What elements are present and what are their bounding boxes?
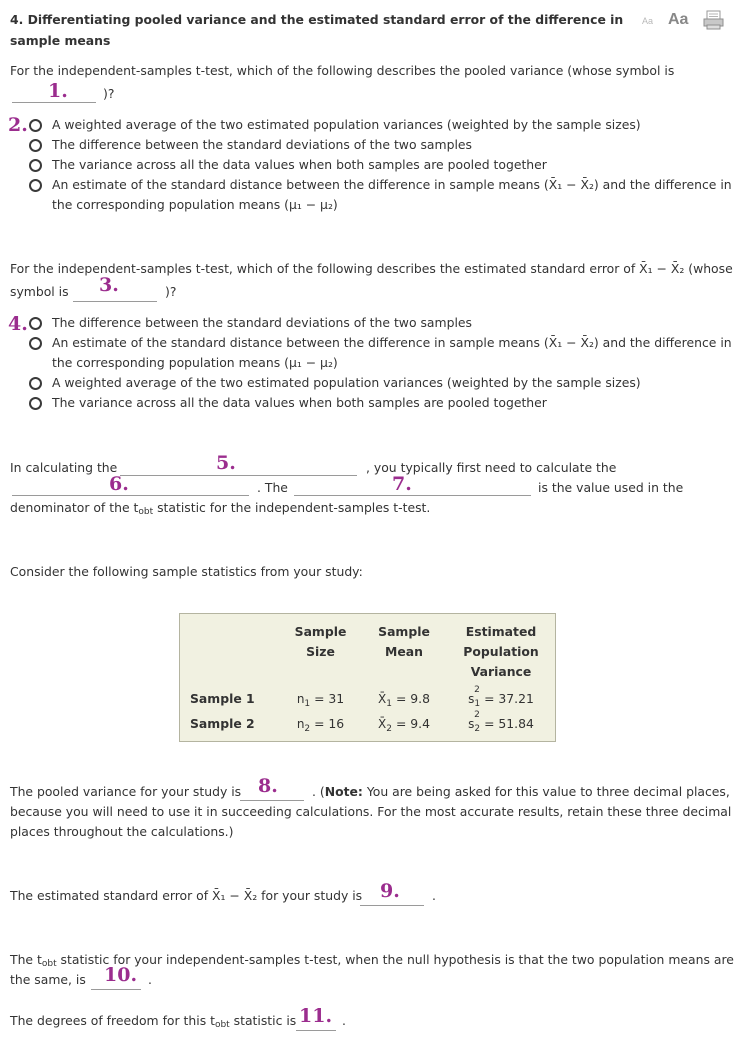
- pooled-text-2: . (Note: You are being asked for this value to three decimal places,: [312, 784, 730, 799]
- cell-n: $n_1 = 31$: [296, 691, 345, 709]
- option-label: The variance across all the data values when both samples are pooled together: [52, 395, 547, 410]
- options-number-2: 2.: [8, 114, 28, 136]
- option-label: An estimate of the standard distance between the difference in sample means (X̄₁ − X̄₂) and the difference in: [52, 335, 732, 350]
- question-2-stem: For the independent-samples t-test, which of the following describes the estimated standard error of X̄₁ − X̄₂ (whose: [10, 261, 733, 276]
- df-text: The degrees of freedom for this $t_{obt}$ statistic is: [10, 1013, 297, 1030]
- blank-number-9: 9.: [380, 880, 400, 902]
- cell-mean: $X̄_1 = 9.8$: [378, 691, 430, 709]
- pooled-text-line2: because you will need to use it in succeeding calculations. For the most accurate results, retain these three decimal: [10, 804, 732, 819]
- table-row: [180, 686, 556, 712]
- option-label-continued: the corresponding population means (μ₁ − μ₂): [52, 355, 338, 370]
- option-label: A weighted average of the two estimated population variances (weighted by the sample sizes): [52, 117, 641, 132]
- cell-n: $n_2 = 16$: [296, 715, 345, 734]
- answer-blank-8[interactable]: [240, 799, 304, 801]
- page-title-continued: sample means: [10, 33, 111, 48]
- table-row: [180, 712, 556, 742]
- header-sample-mean: Sample Mean: [378, 624, 430, 659]
- header-sample-size: Sample Size: [294, 624, 347, 659]
- pooled-text-line3: places throughout the calculations.): [10, 824, 234, 839]
- tobt-text-1: The $t_{obt}$ statistic for your independent-samples t-test, when the null hypothesis is that the two population means are: [10, 952, 734, 969]
- header-estimated-variance: Estimated Population Variance: [463, 624, 539, 679]
- blank-number-11: 11.: [299, 1005, 333, 1027]
- answer-blank-5[interactable]: [120, 474, 357, 476]
- se-text: The estimated standard error of X̄₁ − X̄₂ for your study is: [10, 888, 363, 903]
- radio-button[interactable]: [29, 337, 42, 350]
- answer-blank-3[interactable]: [73, 300, 157, 302]
- sample-statistics-table: [179, 613, 556, 742]
- print-icon[interactable]: [703, 10, 725, 30]
- q3-text-1: In calculating the: [10, 460, 118, 475]
- blank-number-10: 10.: [104, 964, 138, 986]
- option-label: An estimate of the standard distance between the difference in sample means (X̄₁ − X̄₂) and the difference in: [52, 177, 732, 192]
- row-label: Sample 2: [190, 715, 255, 731]
- answer-blank-11[interactable]: [296, 1029, 336, 1031]
- option-label-continued: the corresponding population means (μ₁ − μ₂): [52, 197, 338, 212]
- answer-blank-7[interactable]: [294, 494, 531, 496]
- consider-text: Consider the following sample statistics from your study:: [10, 564, 363, 579]
- tobt-text-2: the same, is: [10, 972, 86, 987]
- cell-mean: $X̄_2 = 9.4$: [378, 715, 430, 734]
- text-size-small-button[interactable]: Aa: [642, 16, 654, 26]
- df-text-end: .: [342, 1013, 346, 1028]
- radio-button[interactable]: [29, 397, 42, 410]
- question-2-stem-continued: symbol is: [10, 284, 69, 299]
- cell-variance: s 2 $_1$ = 37.21: [468, 685, 534, 709]
- blank-number-7: 7.: [392, 473, 412, 495]
- option-label: The difference between the standard deviations of the two samples: [52, 315, 472, 330]
- cell-variance: s 2 $_2$ = 51.84: [468, 709, 534, 734]
- text-size-large-button[interactable]: Aa: [668, 11, 689, 28]
- q3-text-4: is the value used in the: [538, 480, 684, 495]
- options-number-4: 4.: [8, 313, 28, 335]
- option-label: The variance across all the data values when both samples are pooled together: [52, 157, 547, 172]
- pooled-text-1: The pooled variance for your study is: [10, 784, 242, 799]
- radio-button[interactable]: [29, 377, 42, 390]
- answer-blank-6[interactable]: [12, 494, 249, 496]
- question-2-close: )?: [165, 284, 177, 299]
- q3-text-3: . The: [257, 480, 288, 495]
- se-text-end: .: [432, 888, 436, 903]
- radio-button[interactable]: [29, 139, 42, 152]
- question-1-stem: For the independent-samples t-test, which of the following describes the pooled variance (whose symbol is: [10, 63, 675, 78]
- radio-button[interactable]: [29, 159, 42, 172]
- page-title: 4. Differentiating pooled variance and the estimated standard error of the difference in: [10, 12, 624, 27]
- blank-number-3: 3.: [99, 274, 119, 296]
- q3-text-2: , you typically first need to calculate the: [366, 460, 617, 475]
- tobt-text-end: .: [148, 972, 152, 987]
- answer-blank-9[interactable]: [360, 904, 424, 906]
- blank-number-6: 6.: [109, 473, 129, 495]
- radio-button[interactable]: [29, 179, 42, 192]
- radio-button[interactable]: [29, 317, 42, 330]
- question-1-close: )?: [103, 86, 115, 101]
- option-label: The difference between the standard deviations of the two samples: [52, 137, 472, 152]
- row-label: Sample 1: [190, 691, 255, 706]
- blank-number-5: 5.: [216, 452, 236, 474]
- radio-button[interactable]: [29, 119, 42, 132]
- q3-text-5: denominator of the $t_{obt}$ statistic for the independent-samples t-test.: [10, 500, 431, 517]
- answer-blank-10[interactable]: [91, 988, 141, 990]
- blank-number-1: 1.: [48, 80, 68, 102]
- blank-number-8: 8.: [258, 775, 278, 797]
- option-label: A weighted average of the two estimated population variances (weighted by the sample sizes): [52, 375, 641, 390]
